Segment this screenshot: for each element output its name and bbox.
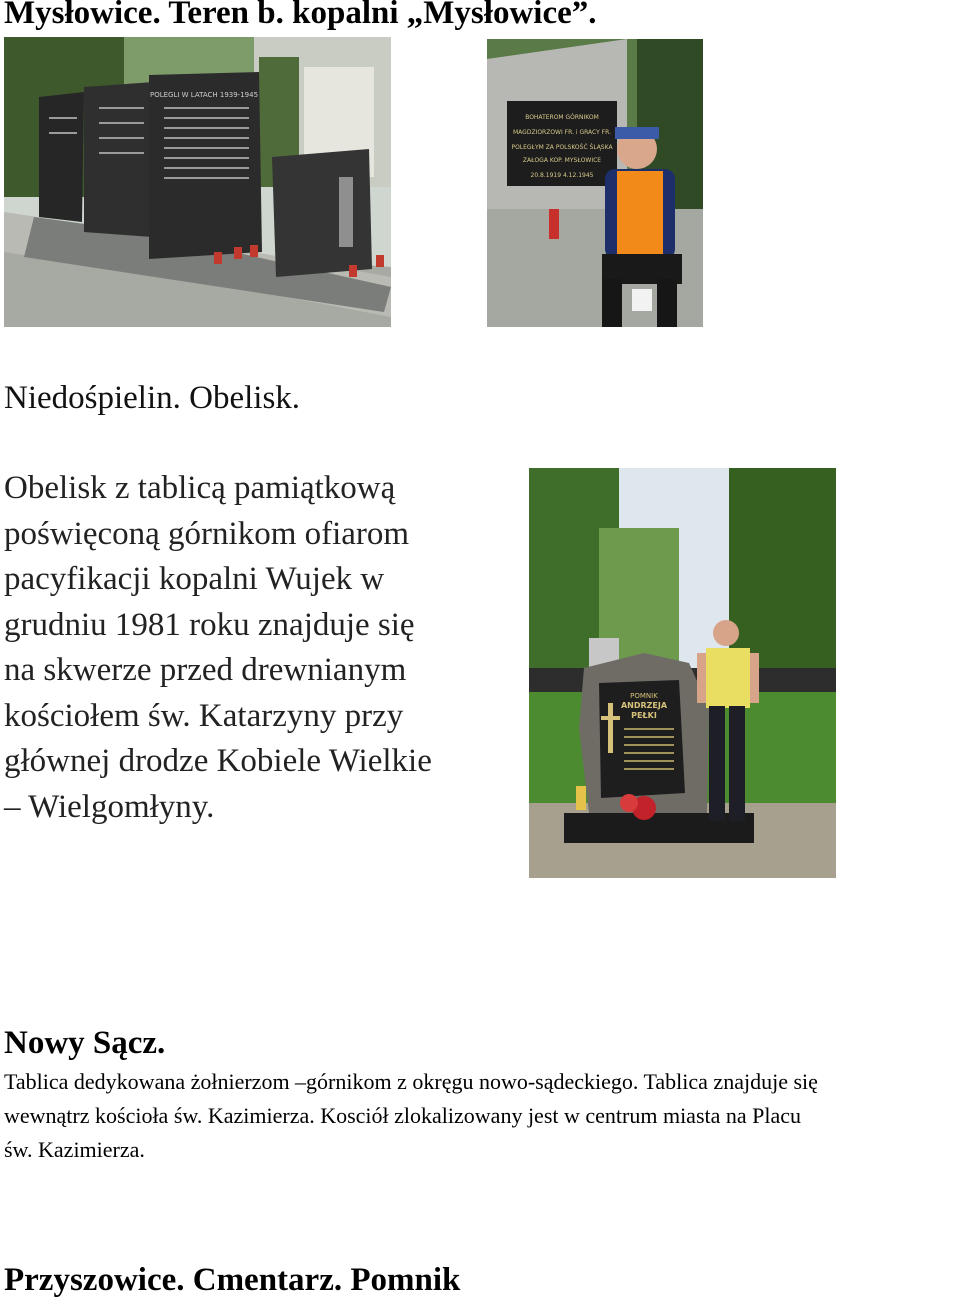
paragraph-nowy-sacz (4, 1065, 818, 1167)
paragraph-niedospielin (4, 466, 514, 830)
paragraph-line: Tablica dedykowana żołnierzom –górnikom z okręgu nowo-sądeckiego. Tablica znajduje się (4, 1069, 818, 1094)
paragraph-line: św. Kazimierza. (4, 1137, 145, 1162)
paragraph-line: grudniu 1981 roku znajduje się (4, 606, 415, 643)
heading-myslowice: Mysłowice. Teren b. kopalni „Mysłowice”. (4, 0, 597, 31)
paragraph-line: – Wielgomłyny. (4, 788, 215, 825)
plaque-line-5: 20.8.1919 4.12.1945 (530, 172, 594, 179)
heading-nowy-sacz: Nowy Sącz. (4, 1025, 166, 1061)
plaque-line-1: BOHATEROM GÓRNIKOM (525, 114, 599, 121)
paragraph-line: wewnątrz kościoła św. Kazimierza. Kosciół zlokalizowany jest w centrum miasta na Placu (4, 1103, 802, 1128)
paragraph-line: pacyfikacji kopalni Wujek w (4, 561, 385, 597)
paragraph-line: poświęconą górnikom ofiarom (4, 515, 410, 552)
photo-memorial-plaques (4, 37, 391, 327)
obelisk-text-3: PEŁKI (631, 711, 657, 720)
paragraph-line: na skwerze przed drewnianym (4, 652, 407, 688)
photo-man-by-memorial (487, 39, 703, 327)
plaque-inscription: POLEGLI W LATACH 1939-1945 (149, 91, 259, 99)
obelisk-text-2: ANDRZEJA (620, 701, 668, 710)
plaque-line-2: MAGDZIORZOWI FR. i GRACY FR. (513, 129, 611, 136)
plaque-line-3: POLEGŁYM ZA POLSKOŚĆ ŚLĄSKA (511, 144, 613, 151)
heading-przyszowice: Przyszowice. Cmentarz. Pomnik (4, 1262, 461, 1298)
paragraph-line: głównej drodze Kobiele Wielkie (4, 743, 432, 779)
heading-niedospielin: Niedośpielin. Obelisk. (4, 380, 301, 416)
obelisk-text-1: POMNIK (630, 692, 658, 700)
plaque-line-4: ZAŁOGA KOP. MYSŁOWICE (522, 157, 602, 164)
paragraph-line: kościołem św. Katarzyny przy (4, 697, 404, 734)
paragraph-line: Obelisk z tablicą pamiątkową (4, 470, 396, 506)
photo-obelisk (529, 468, 836, 878)
